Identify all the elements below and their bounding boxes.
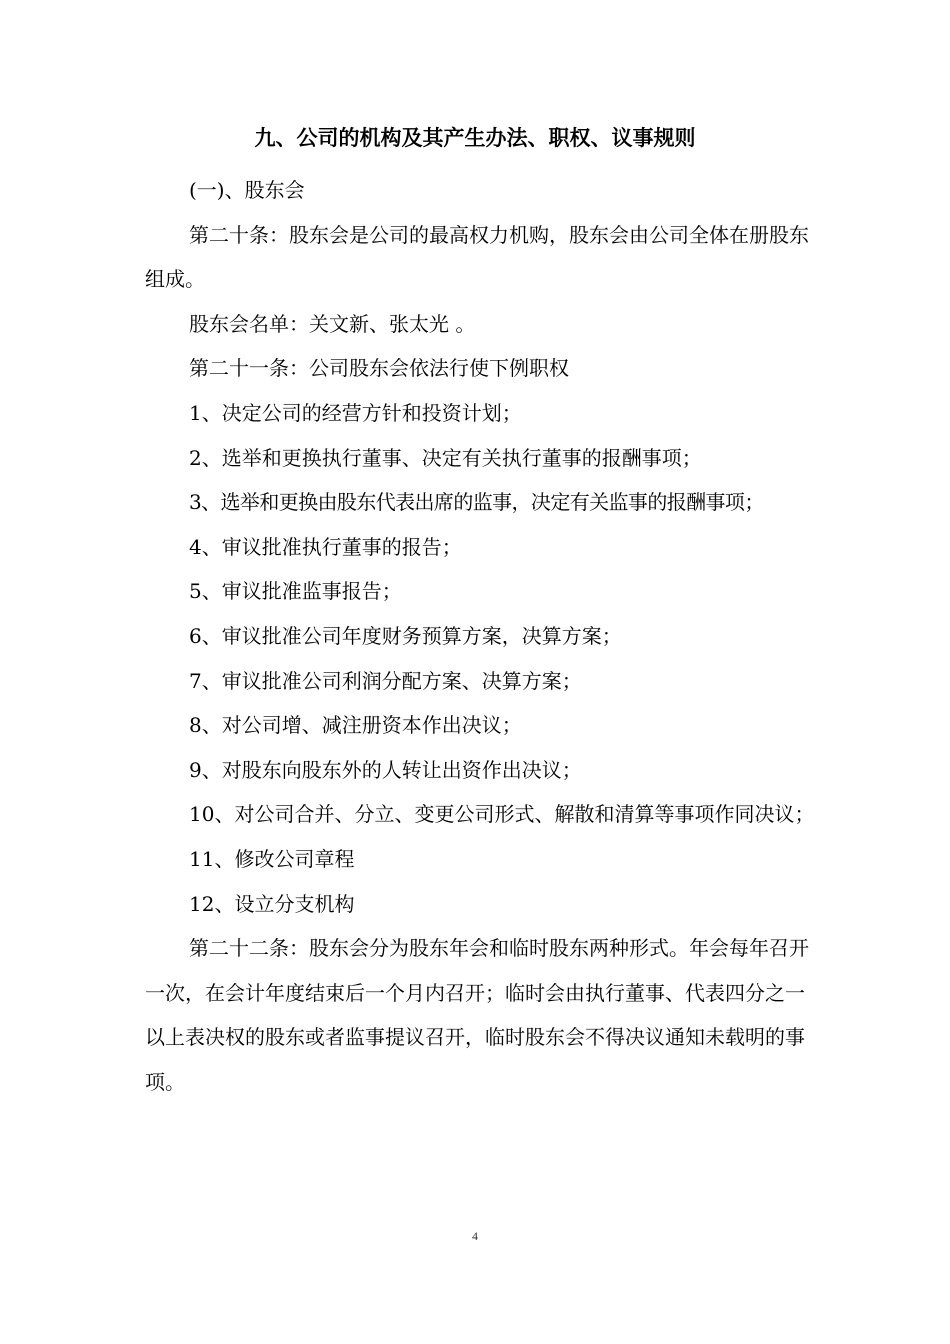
power-item-11: 11、修改公司章程 <box>189 846 355 871</box>
article-22: 第二十二条：股东会分为股东年会和临时股东两种形式。年会每年召开一次，在会计年度结束后一个月内召开；临时会由执行董事、代表四分之一以上表决权的股东或者监事提议召开，临时股东会不得决议通知未载明的事项。 <box>145 936 809 1094</box>
power-item-4: 4、审议批准执行董事的报告； <box>189 534 462 559</box>
power-item-3: 3、选举和更换由股东代表出席的监事，决定有关监事的报酬事项； <box>189 490 764 515</box>
power-item-7: 7、审议批准公司利润分配方案、决算方案； <box>189 668 582 693</box>
power-item-2: 2、选举和更换执行董事、决定有关执行董事的报酬事项； <box>189 445 702 470</box>
power-item-5: 5、审议批准监事报告； <box>189 579 402 604</box>
power-item-8: 8、对公司增、减注册资本作出决议； <box>189 713 522 738</box>
article-20: 第二十条：股东会是公司的最高权力机购，股东会由公司全体在册股东组成。 <box>145 222 809 292</box>
power-item-9: 9、对股东向股东外的人转让出资作出决议； <box>189 757 582 782</box>
section-heading-shareholders-meeting: (一)、股东会 <box>189 178 305 202</box>
shareholder-list: 股东会名单：关文新、张太光 。 <box>189 311 476 336</box>
page-number: 4 <box>472 1229 478 1243</box>
power-item-10: 10、对公司合并、分立、变更公司形式、解散和清算等事项作同决议； <box>189 802 815 827</box>
document-body <box>145 168 820 1104</box>
power-item-1: 1、决定公司的经营方针和投资计划； <box>189 400 522 425</box>
section-title: 九、公司的机构及其产生办法、职权、议事规则 <box>254 126 696 150</box>
power-item-6: 6、审议批准公司年度财务预算方案，决算方案； <box>189 623 622 648</box>
power-item-12: 12、设立分支机构 <box>189 891 355 916</box>
article-21: 第二十一条：公司股东会依法行使下例职权 <box>189 356 569 381</box>
